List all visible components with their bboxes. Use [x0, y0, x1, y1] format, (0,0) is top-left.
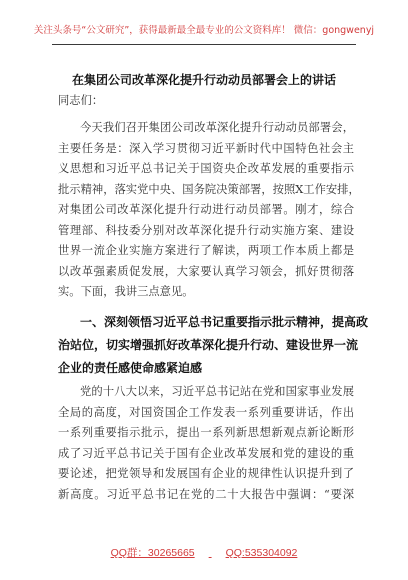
- paragraph-2-line: 一系列重要指示批示，提出一系列新思想新观点新论断形: [58, 426, 354, 439]
- qq-contact-link[interactable]: QQ:535304092: [225, 547, 298, 559]
- paragraph-1-line: 世界一流企业实施方案进行了解读，两项工作本质上都是: [58, 244, 354, 257]
- paragraph-2: [58, 382, 354, 505]
- paragraph-1-line: 实。下面，我讲三点意见。: [58, 285, 194, 298]
- header-divider: [52, 44, 356, 45]
- paragraph-2-line: 新高度。习近平总书记在党的二十大报告中强调：“要深: [58, 487, 354, 501]
- salutation-block: [58, 91, 354, 112]
- section-heading-1-line: 治站位，切实增强抓好改革深化提升行动、建设世界一流: [58, 338, 359, 352]
- paragraph-1-line: 对集团公司改革深化提升行动进行动员部署。刚才，综合: [58, 203, 354, 216]
- qq-group-link[interactable]: QQ群：30265665: [110, 547, 195, 559]
- section-heading-1-line: 一、深刻领悟习近平总书记重要指示批示精神，提高政: [80, 315, 369, 329]
- paragraph-2-line: 全局的高度，对国资国企工作发表一系列重要讲话，作出: [58, 405, 354, 419]
- paragraph-1-line: 今天我们召开集团公司改革深化提升行动动员部署会，: [80, 121, 354, 134]
- document-title: 在集团公司改革深化提升行动动员部署会上的讲话: [71, 73, 336, 87]
- paragraph-1-line: 以改革强素质促发展，大家要认真学习领会，抓好贯彻落: [58, 264, 354, 278]
- paragraph-1: [58, 118, 360, 303]
- section-heading-1: [58, 311, 369, 380]
- paragraph-2-line: 要论述，把党领导和发展国有企业的规律性认识提升到了: [58, 467, 354, 480]
- footer-contact: [0, 545, 408, 560]
- section-heading-1-line: 企业的责任感使命感紧迫感: [58, 361, 203, 375]
- paragraph-1-line: 管理部、科技委分别对改革深化提升行动实施方案、建设: [58, 223, 354, 237]
- paragraph-1-line: 义思想和习近平总书记关于国资央企改革发展的重要指示: [58, 162, 354, 175]
- paragraph-1-line: 批示精神，落实党中央、国务院决策部署，按照X工作安排，: [58, 182, 360, 196]
- paragraph-2-line: 党的十八大以来，习近平总书记站在党和国家事业发展: [80, 385, 354, 398]
- salutation: 同志们：: [58, 94, 104, 107]
- paragraph-2-line: 成了习近平总书记关于国有企业改革发展和党的建设的重: [58, 446, 354, 460]
- paragraph-1-line: 主要任务是：深入学习贯彻习近平新时代中国特色社会主: [58, 141, 354, 155]
- header-notice: 关注头条号“公文研究”，获得最新最全最专业的公文资料库！ 微信：gongwenyj: [33, 25, 375, 36]
